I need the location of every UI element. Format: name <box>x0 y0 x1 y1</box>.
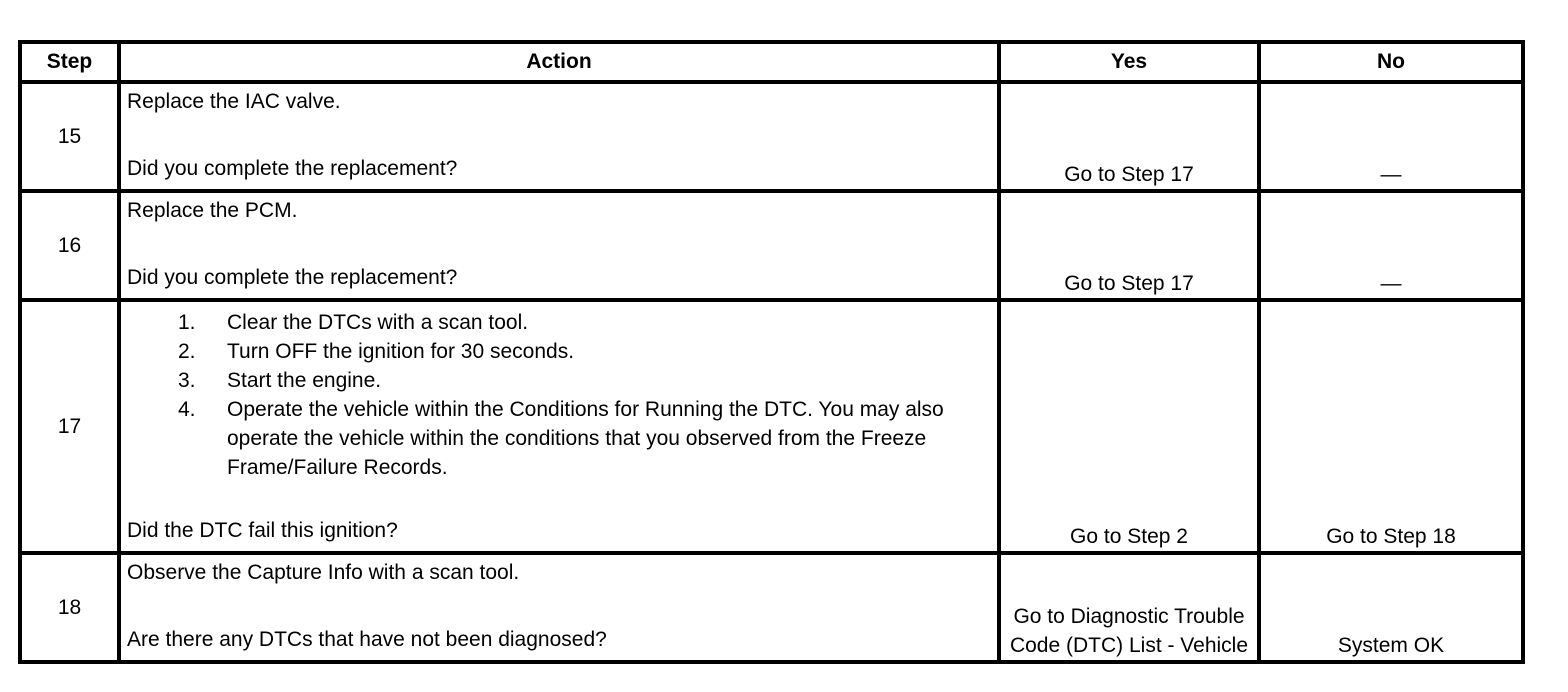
list-item <box>121 366 991 395</box>
action-cell <box>119 300 999 553</box>
action-text: Observe the Capture Info with a scan tool. <box>127 561 520 584</box>
action-question: Did the DTC fail this ignition? <box>127 519 398 542</box>
substep-text: Operate the vehicle within the Conditions for Running the DTC. You may also operate the vehicle within the conditions that you observed from the Freeze Frame/Failure Records. <box>227 398 944 479</box>
header-yes: Yes <box>999 42 1259 82</box>
table-header-row <box>20 42 1523 82</box>
step-number: 17 <box>20 300 119 553</box>
table-row <box>20 191 1523 300</box>
action-cell <box>119 191 999 300</box>
header-action: Action <box>119 42 999 82</box>
action-text: Replace the PCM. <box>127 199 298 222</box>
substep-number: 4. <box>178 398 196 421</box>
list-item <box>121 308 991 337</box>
action-text: Replace the IAC valve. <box>127 90 341 113</box>
step-number: 18 <box>20 553 119 662</box>
table-row <box>20 82 1523 191</box>
yes-result: Go to Step 2 <box>999 300 1259 553</box>
yes-result-text: Go to Diagnostic Trouble Code (DTC) List - Vehicle <box>1009 605 1249 657</box>
list-item <box>121 395 991 482</box>
substep-list <box>121 308 991 482</box>
substep-text: Turn OFF the ignition for 30 seconds. <box>227 340 575 363</box>
substep-number: 2. <box>178 340 196 363</box>
yes-result <box>999 553 1259 662</box>
substep-text: Clear the DTCs with a scan tool. <box>227 311 529 334</box>
list-item <box>121 337 991 366</box>
no-result: System OK <box>1259 553 1523 662</box>
action-cell <box>119 82 999 191</box>
header-step: Step <box>20 42 119 82</box>
action-cell <box>119 553 999 662</box>
no-result: — <box>1259 82 1523 191</box>
header-no: No <box>1259 42 1523 82</box>
action-question: Are there any DTCs that have not been diagnosed? <box>127 628 607 651</box>
table-row <box>20 300 1523 553</box>
no-result: Go to Step 18 <box>1259 300 1523 553</box>
yes-result: Go to Step 17 <box>999 82 1259 191</box>
action-question: Did you complete the replacement? <box>127 157 458 180</box>
no-result: — <box>1259 191 1523 300</box>
step-number: 15 <box>20 82 119 191</box>
action-question: Did you complete the replacement? <box>127 266 458 289</box>
substep-number: 1. <box>178 311 196 334</box>
table-row <box>20 553 1523 662</box>
step-number: 16 <box>20 191 119 300</box>
yes-result: Go to Step 17 <box>999 191 1259 300</box>
substep-text: Start the engine. <box>227 369 382 392</box>
diagnostic-table <box>18 40 1525 664</box>
substep-number: 3. <box>178 369 196 392</box>
